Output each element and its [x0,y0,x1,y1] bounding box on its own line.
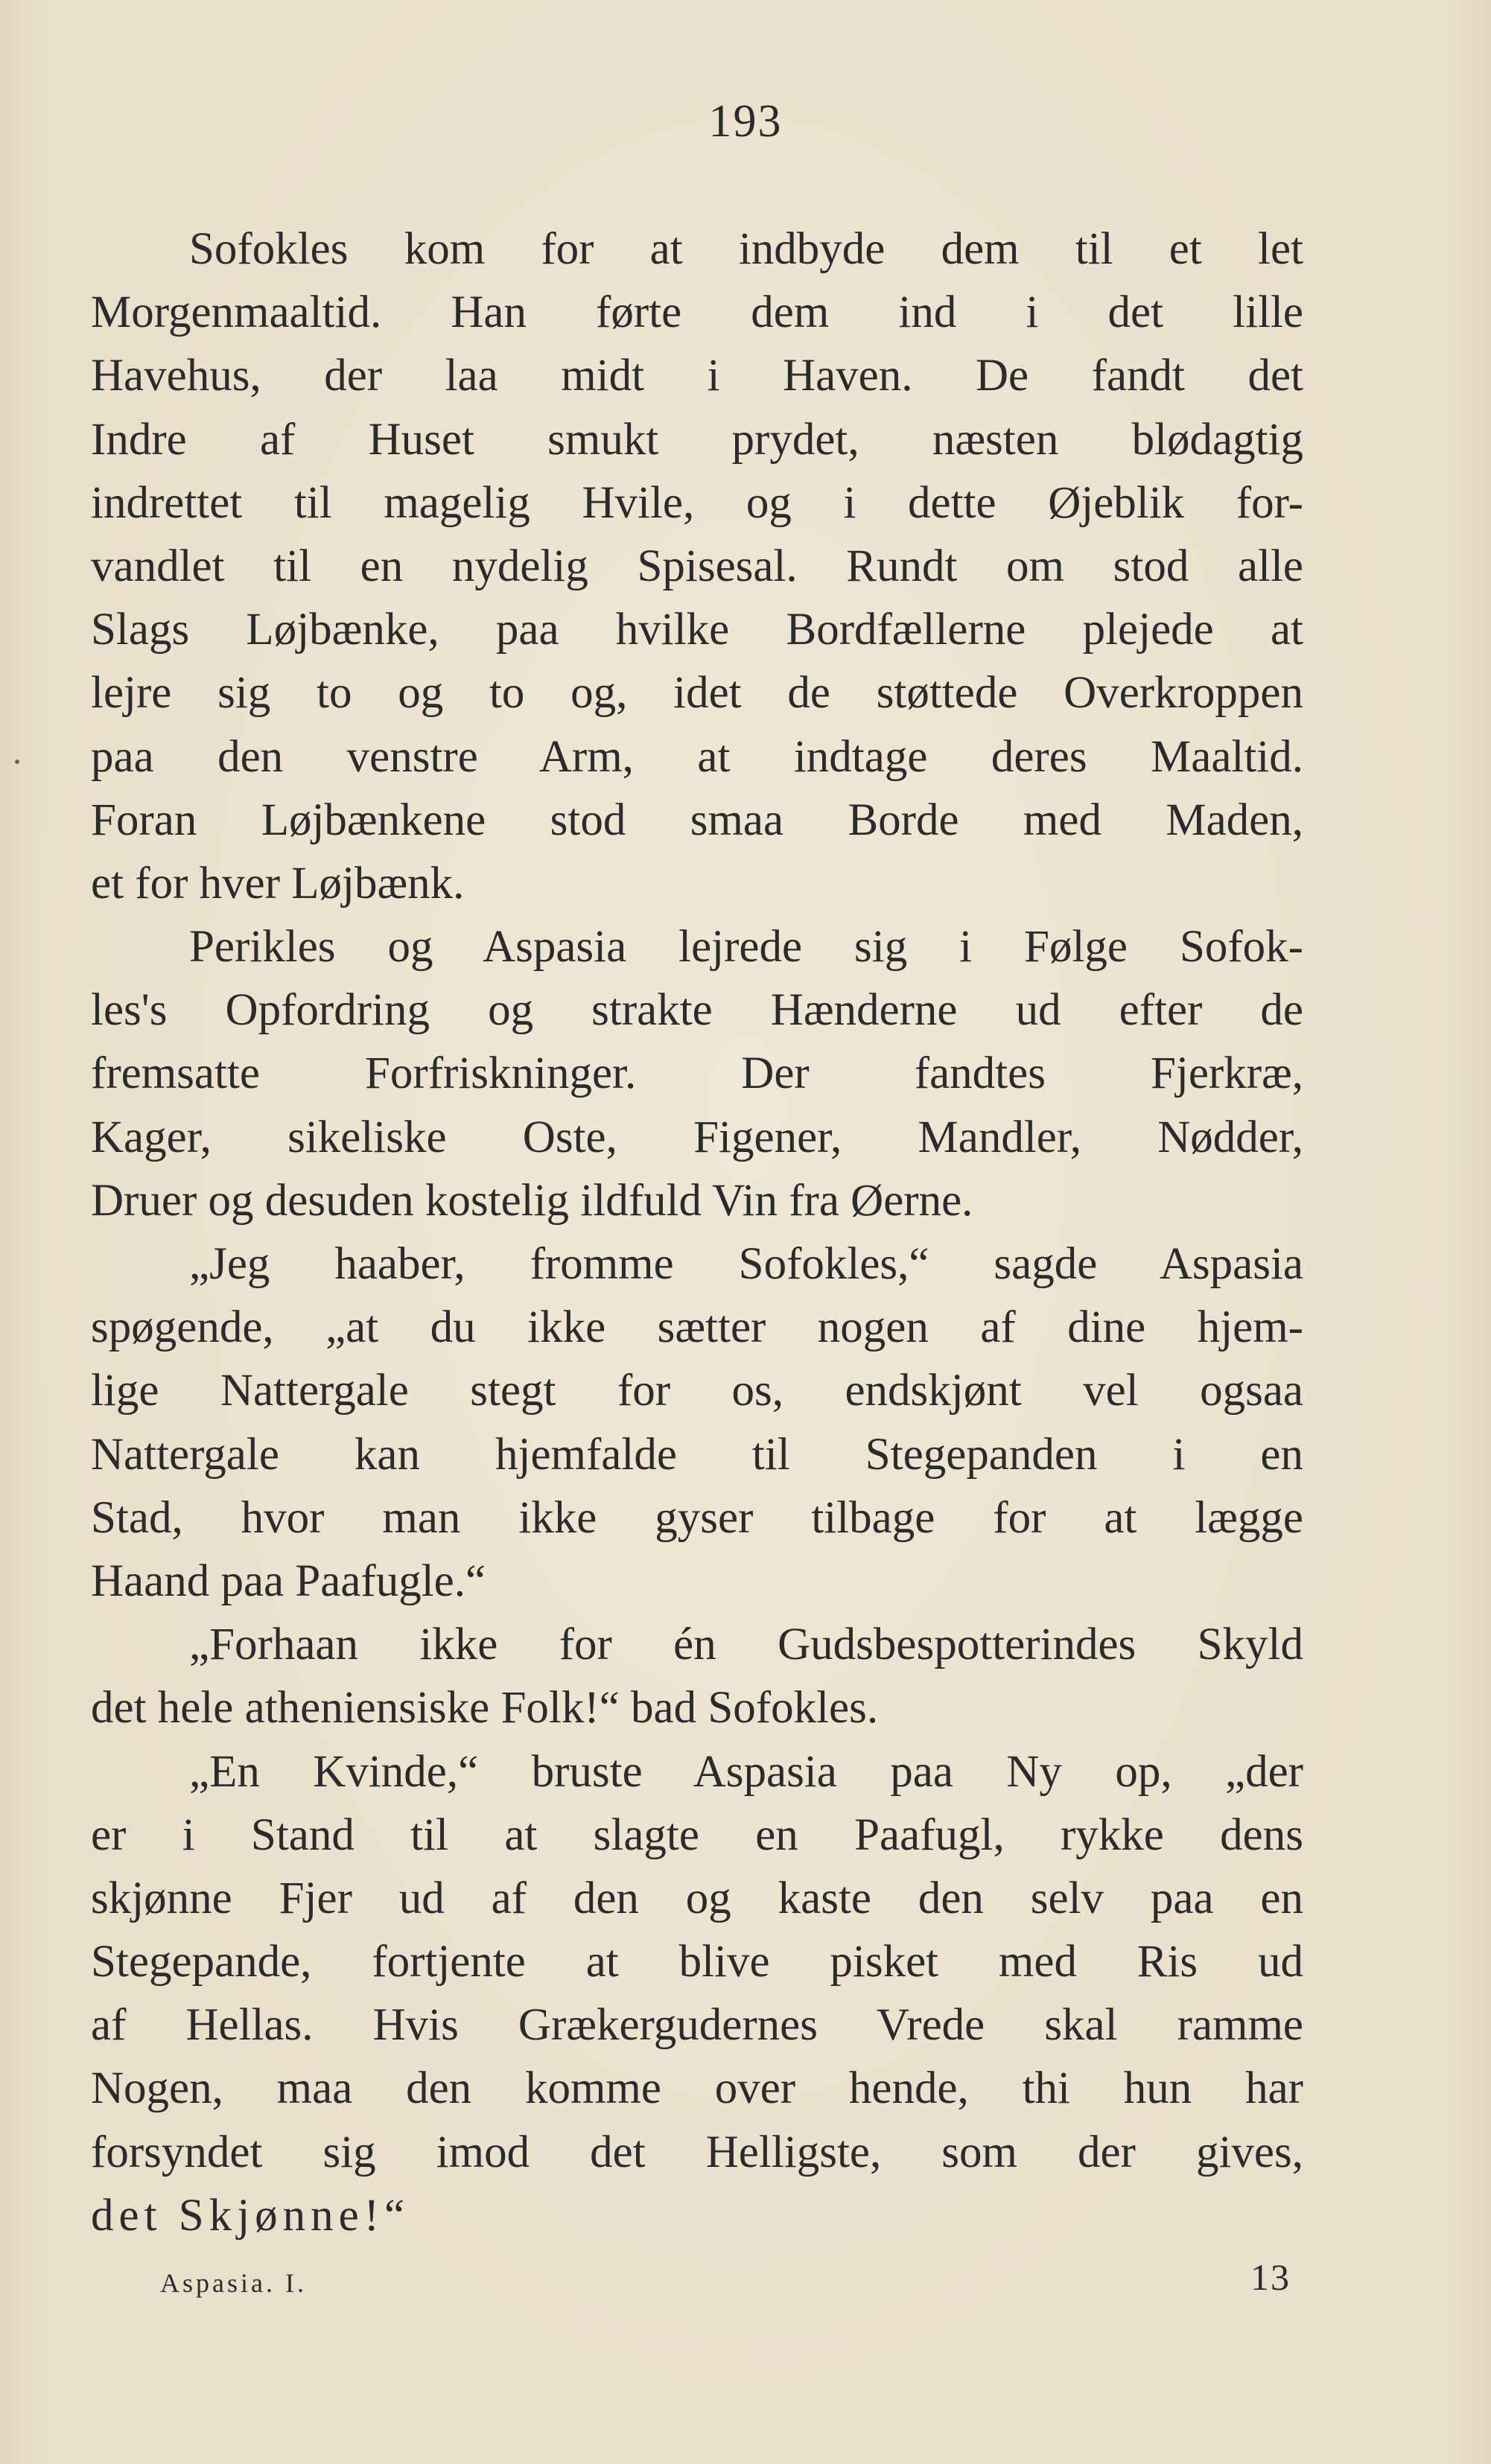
text-line: lige Nattergale stegt for os, endskjønt vel ogsaa [91,1366,1303,1416]
text-line: spøgende, „at du ikke sætter nogen af dine hjem- [91,1302,1303,1353]
text-line: paa den venstre Arm, at indtage deres Maaltid. [91,731,1303,782]
margin-mark [15,760,19,764]
body-text [91,217,1303,2247]
text-line: er i Stand til at slagte en Paafugl, rykke dens [91,1809,1303,1860]
text-line: Morgenmaaltid. Han førte dem ind i det lille [91,287,1303,338]
text-line: det hele atheniensiske Folk!“ bad Sofokles. [91,1683,879,1734]
text-line: „Forhaan ikke for én Gudsbespotterindes Skyld [189,1620,1303,1670]
text-line: indrettet til magelig Hvile, og i dette Øjeblik for- [91,477,1303,528]
text-line: lejre sig to og to og, idet de støttede Overkroppen [91,668,1303,719]
text-line: Indre af Huset smukt prydet, næsten blødagtig [91,414,1303,465]
page-footer [160,2256,1314,2305]
text-line: Havehus, der laa midt i Haven. De fandt det [91,351,1303,401]
text-line: Druer og desuden kostelig ildfuld Vin fra Øerne. [91,1175,973,1226]
text-line: Stad, hvor man ikke gyser tilbage for at lægge [91,1492,1303,1543]
text-line: Foran Løjbænkene stod smaa Borde med Maden, [91,795,1303,845]
text-line: Sofokles kom for at indbyde dem til et let [189,224,1303,274]
text-line: les's Opfordring og strakte Hænderne ud efter de [91,985,1303,1036]
text-line: Slags Løjbænke, paa hvilke Bordfællerne plejede at [91,605,1303,655]
text-line: af Hellas. Hvis Grækergudernes Vrede skal ramme [91,2000,1303,2051]
text-line: Stegepande, fortjente at blive pisket med Ris ud [91,1937,1303,1987]
text-line: Haand paa Paafugle.“ [91,1556,486,1606]
text-line: et for hver Løjbænk. [91,858,465,908]
text-line: Nogen, maa den komme over hende, thi hun har [91,2063,1303,2114]
text-line: vandlet til en nydelig Spisesal. Rundt om stod alle [91,541,1303,591]
text-line: forsyndet sig imod det Helligste, som der gives, [91,2127,1303,2177]
footer-sheet-number: 13 [1250,2256,1291,2298]
text-line: Kager, sikeliske Oste, Figener, Mandler, Nødder, [91,1112,1303,1162]
text-line: „Jeg haaber, fromme Sofokles,“ sagde Aspasia [189,1239,1303,1289]
text-line: fremsatte Forfriskninger. Der fandtes Fjerkræ, [91,1048,1303,1099]
text-line: „En Kvinde,“ bruste Aspasia paa Ny op, „der [189,1746,1303,1797]
text-line: det Skjønne!“ [91,2190,410,2241]
text-line: skjønne Fjer ud af den og kaste den selv paa en [91,1873,1303,1923]
page-number: 193 [708,96,783,147]
footer-signature: Aspasia. I. [160,2268,307,2298]
text-line: Nattergale kan hjemfalde til Stegepanden i en [91,1429,1303,1480]
text-line: Perikles og Aspasia lejrede sig i Følge Sofok- [189,922,1303,972]
